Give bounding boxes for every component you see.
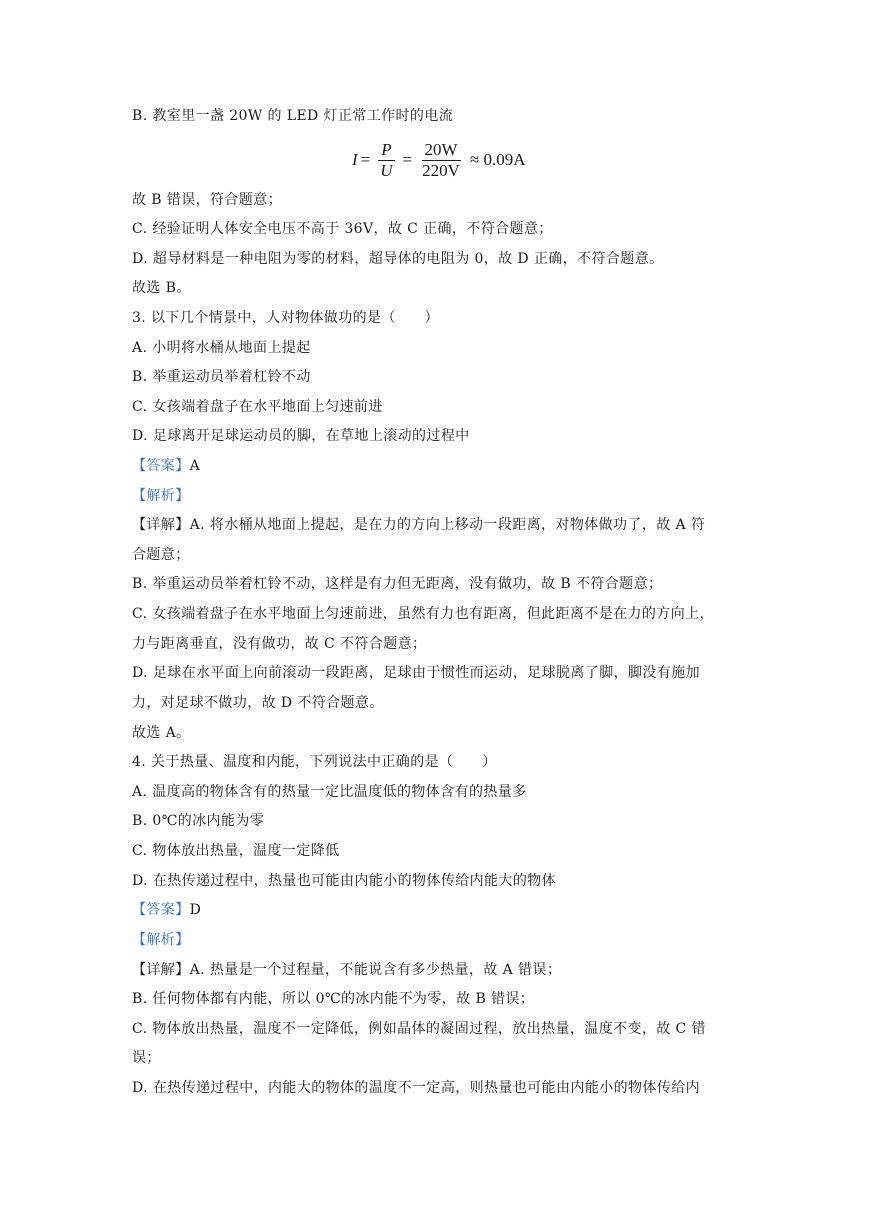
formula-numerator-power: 20W — [422, 141, 461, 161]
q3-option-c: C. 女孩端着盘子在水平地面上匀速前进 — [132, 399, 383, 415]
q4-detail-line: B. 任何物体都有内能，所以 0℃的冰内能不为零，故 B 错误； — [132, 991, 535, 1007]
detail-text: A. 热量是一个过程量，不能说含有多少热量，故 A 错误； — [189, 962, 562, 978]
formula-fraction-symbolic — [377, 141, 395, 180]
option-d-text: D. 超导材料是一种电阻为零的材料，超导体的电阻为 0，故 D 正确，不符合题意。 — [132, 251, 664, 267]
formula-denominator-u: U — [380, 160, 393, 180]
answer-label: 【答案】 — [132, 458, 190, 474]
q4-option-d: D. 在热传递过程中，热量也可能由内能小的物体传给内能大的物体 — [132, 873, 557, 889]
formula-result: ≈ 0.09A — [469, 150, 526, 169]
q3-detail-line: 力与距离垂直，没有做功，故 C 不符合题意； — [132, 636, 427, 652]
q3-detail-line: D. 足球在水平面上向前滚动一段距离，足球由于惯性而运动，足球脱离了脚，脚没有施加 — [132, 665, 701, 681]
detail-label: 【详解】 — [132, 517, 190, 533]
q4-answer — [132, 900, 742, 920]
q3-detail-line: 力，对足球不做功，故 D 不符合题意。 — [132, 695, 384, 711]
q3-option-d: D. 足球离开足球运动员的脚，在草地上滚动的过程中 — [132, 428, 470, 444]
detail-text: A. 将水桶从地面上提起，是在力的方向上移动一段距离，对物体做功了，故 A 符 — [189, 517, 706, 533]
option-c-text: C. 经验证明人体安全电压不高于 36V，故 C 正确，不符合题意； — [132, 221, 553, 237]
formula-fraction-numeric — [419, 141, 463, 180]
q3-detail-line: C. 女孩端着盘子在水平地面上匀速前进，虽然有力也有距离，但此距离不是在力的方向上， — [132, 606, 714, 622]
current-formula — [352, 138, 532, 182]
q4-option-b: B. 0℃的冰内能为零 — [132, 813, 265, 829]
formula-equals-1: = — [360, 150, 371, 169]
formula-equals-2: = — [402, 150, 413, 169]
q3-option-b: B. 举重运动员举着杠铃不动 — [132, 369, 311, 385]
q4-option-a: A. 温度高的物体含有的热量一定比温度低的物体含有的热量多 — [132, 784, 527, 800]
q4-detail-line — [132, 960, 742, 980]
formula-numerator-p: P — [378, 141, 394, 161]
q3-answer — [132, 456, 742, 476]
option-b-text: B. 教室里一盏 20W 的 LED 灯正常工作时的电流 — [132, 108, 454, 124]
answer-label: 【答案】 — [132, 902, 190, 918]
answer-value: A — [189, 458, 201, 474]
detail-label: 【详解】 — [132, 962, 190, 978]
q4-option-c: C. 物体放出热量，温度一定降低 — [132, 843, 340, 859]
q4-detail-line: C. 物体放出热量，温度不一定降低，例如晶体的凝固过程，放出热量，温度不变，故 C 错 — [132, 1021, 706, 1037]
q3-analysis-label: 【解析】 — [132, 488, 190, 504]
q3-option-a: A. 小明将水桶从地面上提起 — [132, 340, 311, 356]
q3-detail-line: B. 举重运动员举着杠铃不动，这样是有力但无距离，没有做功，故 B 不符合题意； — [132, 576, 663, 592]
q4-analysis-label: 【解析】 — [132, 932, 190, 948]
q4-detail-line: D. 在热传递过程中，内能大的物体的温度不一定高，则热量也可能由内能小的物体传给内 — [132, 1080, 701, 1096]
option-b-conclusion: 故 B 错误，符合题意； — [132, 192, 282, 208]
choice-line: 故选 B。 — [132, 280, 191, 296]
question-3: 3. 以下几个情景中，人对物体做功的是（ ） — [132, 310, 440, 326]
question-4: 4. 关于热量、温度和内能，下列说法中正确的是（ ） — [132, 754, 497, 770]
q4-detail-line: 误； — [132, 1050, 161, 1066]
answer-value: D — [189, 902, 202, 918]
formula-lhs: I — [352, 150, 358, 169]
q3-choice: 故选 A。 — [132, 725, 191, 741]
formula-denominator-voltage: 220V — [422, 160, 460, 180]
q3-detail-line: 合题意； — [132, 547, 190, 563]
q3-detail-line — [132, 515, 742, 535]
